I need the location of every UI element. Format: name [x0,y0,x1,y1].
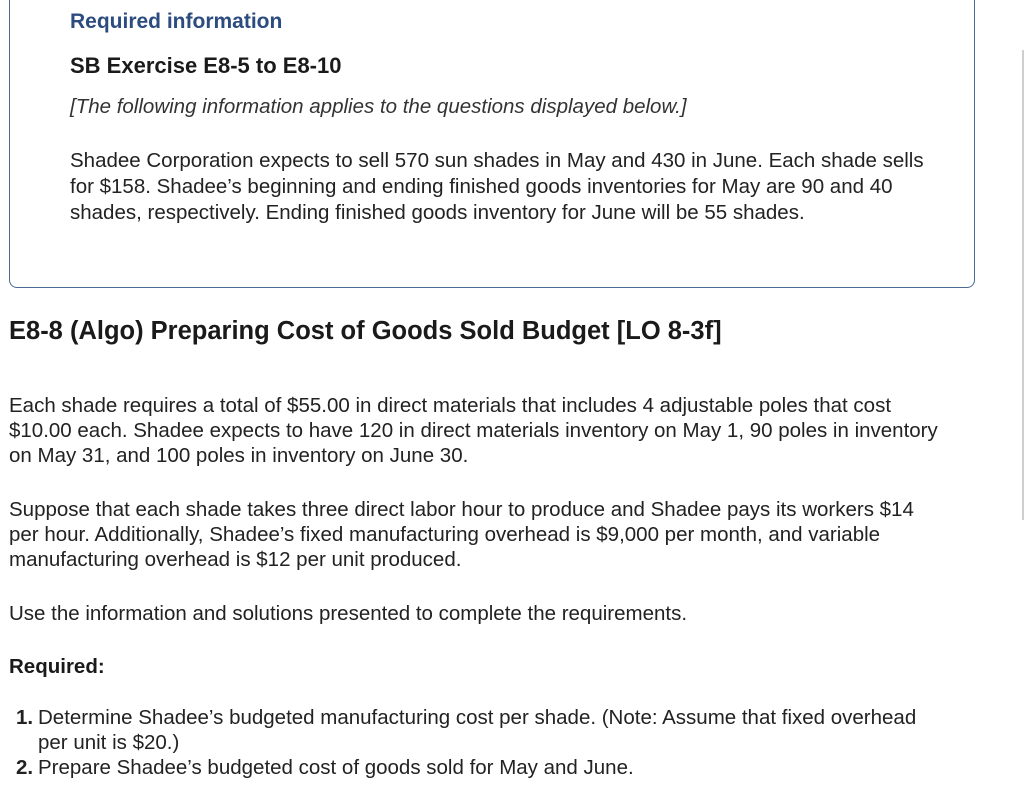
intro-paragraph: Shadee Corporation expects to sell 570 sun shades in May and 430 in June. Each shade sells for $158. Shadee’s beginning and ending finished goods inventories for May are 90 and 40 shades, respectively. Ending finished goods inventory for June will be 55 shades. [70,149,924,224]
requirement-item [16,755,1016,780]
required-information-box [9,0,975,288]
instructions-paragraph: Use the information and solutions presented to complete the requirements. [9,602,688,625]
required-information-heading: Required information [70,10,283,33]
requirements-list [16,705,1016,780]
materials-paragraph [9,393,938,468]
labor-overhead-paragraph [9,497,914,572]
paragraph-line: per hour. Additionally, Shadee’s fixed manufacturing overhead is $9,000 per month, and variable [9,523,881,546]
exercise-title: E8-8 (Algo) Preparing Cost of Goods Sold Budget [LO 8-3f] [9,317,722,345]
paragraph-line: on May 31, and 100 poles in inventory on June 30. [9,444,469,467]
requirement-line: Determine Shadee’s budgeted manufacturing cost per shade. (Note: Assume that fixed overhead [38,706,917,729]
requirement-item [16,705,1016,755]
paragraph-line: Each shade requires a total of $55.00 in direct materials that includes 4 adjustable poles that cost [9,394,892,417]
paragraph-line: manufacturing overhead is $12 per unit produced. [9,548,462,571]
required-label: Required: [9,655,105,678]
requirement-line: per unit is $20.) [38,731,180,754]
sb-exercise-title: SB Exercise E8-5 to E8-10 [70,53,342,78]
paragraph-line: Suppose that each shade takes three direct labor hour to produce and Shadee pays its workers $14 [9,498,914,521]
applies-note: [The following information applies to the questions displayed below.] [70,95,687,118]
requirement-number: 2. [16,756,34,779]
requirement-number: 1. [16,706,34,729]
requirement-line: Prepare Shadee’s budgeted cost of goods sold for May and June. [38,756,634,779]
paragraph-line: $10.00 each. Shadee expects to have 120 in direct materials inventory on May 1, 90 poles in inventory [9,419,938,442]
